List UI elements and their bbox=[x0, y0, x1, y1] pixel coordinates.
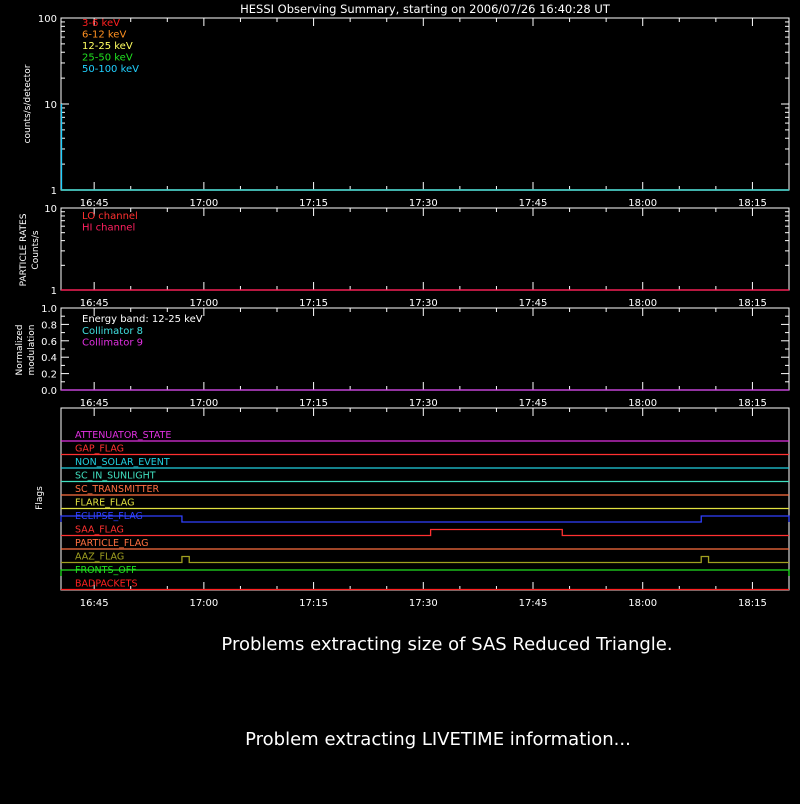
panel-4-ylabel: Flags bbox=[35, 486, 45, 510]
flag-label: PARTICLE_FLAG bbox=[75, 538, 149, 549]
legend-entry-3: 12-25 keV bbox=[82, 41, 133, 52]
x-tick-label: 17:00 bbox=[189, 598, 219, 609]
y-tick-label: 10 bbox=[44, 204, 57, 215]
flag-label: BADPACKETS bbox=[75, 578, 138, 590]
flag-label: AAZ_FLAG bbox=[75, 551, 125, 563]
panel-2-ylabel-units: Counts/s bbox=[31, 230, 41, 270]
y-tick-label: 0.6 bbox=[41, 336, 57, 348]
x-tick-label: 18:00 bbox=[628, 598, 658, 609]
x-tick-label: 16:45 bbox=[79, 298, 109, 309]
panel-2-frame bbox=[61, 208, 789, 290]
livetime-error-message: Problem extracting LIVETIME information... bbox=[245, 729, 631, 750]
flag-line bbox=[61, 570, 789, 576]
x-tick-label: 18:15 bbox=[738, 298, 767, 309]
x-tick-label: 17:45 bbox=[518, 298, 548, 309]
x-tick-label: 16:45 bbox=[79, 598, 109, 609]
x-tick-label: 17:30 bbox=[408, 198, 438, 209]
legend-entry-5: 50-100 keV bbox=[82, 64, 140, 75]
x-tick-label: 17:30 bbox=[408, 298, 438, 309]
y-tick-label: 0.4 bbox=[41, 353, 57, 365]
x-tick-label: 18:15 bbox=[738, 398, 767, 409]
flag-label: SAA_FLAG bbox=[75, 524, 124, 536]
flag-label: GAP_FLAG bbox=[75, 443, 125, 455]
x-tick-label: 16:45 bbox=[79, 398, 109, 409]
flag-label: SC_TRANSMITTER bbox=[75, 484, 160, 495]
modulation-legend-entry-2: Collimator 9 bbox=[82, 337, 143, 349]
panel-1-ylabel: counts/s/detector bbox=[23, 64, 33, 144]
x-tick-label: 18:00 bbox=[628, 198, 658, 209]
x-tick-label: 17:00 bbox=[189, 298, 219, 309]
y-tick-label: 100 bbox=[37, 14, 57, 25]
y-tick-label: 10 bbox=[44, 100, 57, 111]
legend-entry-4: 25-50 keV bbox=[82, 52, 133, 64]
flag-line bbox=[61, 530, 789, 536]
x-tick-label: 17:00 bbox=[189, 398, 219, 409]
y-tick-label: 0.8 bbox=[41, 320, 57, 332]
flag-label: ATTENUATOR_STATE bbox=[75, 430, 172, 441]
figure-title: HESSI Observing Summary, starting on 2006/07/26 16:40:28 UT bbox=[240, 2, 610, 16]
flag-label: FRONTS_OFF bbox=[75, 565, 137, 576]
x-tick-label: 17:15 bbox=[299, 398, 328, 409]
sas-error-message: Problems extracting size of SAS Reduced Triangle. bbox=[221, 634, 673, 655]
x-tick-label: 17:30 bbox=[408, 598, 438, 609]
x-tick-label: 18:00 bbox=[628, 398, 658, 409]
x-tick-label: 17:15 bbox=[299, 598, 328, 609]
x-tick-label: 17:30 bbox=[408, 398, 438, 409]
flag-line bbox=[61, 516, 789, 522]
legend-entry-1: 3-6 keV bbox=[82, 18, 120, 29]
flag-label: ECLIPSE_FLAG bbox=[75, 511, 143, 522]
flag-line bbox=[61, 557, 789, 563]
x-tick-label: 17:45 bbox=[518, 598, 548, 609]
x-tick-label: 18:00 bbox=[628, 298, 658, 309]
panel-1-frame bbox=[61, 18, 789, 190]
modulation-legend-entry-1: Collimator 8 bbox=[82, 326, 143, 337]
panel-3-ylabel: Normalized bbox=[15, 324, 25, 376]
flag-label: SC_IN_SUNLIGHT bbox=[75, 470, 156, 482]
panel-2-ylabel: PARTICLE RATES bbox=[19, 213, 29, 287]
x-tick-label: 17:00 bbox=[189, 198, 219, 209]
y-tick-label: 0.0 bbox=[41, 386, 57, 397]
y-tick-label: 1 bbox=[50, 286, 57, 297]
legend-entry-2: 6-12 keV bbox=[82, 29, 127, 41]
x-tick-label: 17:15 bbox=[299, 298, 328, 309]
flag-label: FLARE_FLAG bbox=[75, 497, 135, 509]
particle-legend-entry-1: LO channel bbox=[82, 211, 138, 222]
panel-3-ylabel-2: modulation bbox=[27, 324, 37, 376]
y-tick-label: 1.0 bbox=[41, 304, 57, 315]
energy-band-annotation: Energy band: 12-25 keV bbox=[82, 314, 203, 325]
y-tick-label: 0.2 bbox=[41, 369, 57, 381]
particle-legend-entry-2: HI channel bbox=[82, 222, 136, 234]
x-tick-label: 17:15 bbox=[299, 198, 328, 209]
x-tick-label: 18:15 bbox=[738, 598, 767, 609]
x-tick-label: 18:15 bbox=[738, 198, 767, 209]
y-tick-label: 1 bbox=[50, 186, 57, 197]
x-tick-label: 17:45 bbox=[518, 198, 548, 209]
flag-label: NON_SOLAR_EVENT bbox=[75, 457, 170, 468]
x-tick-label: 16:45 bbox=[79, 198, 109, 209]
x-tick-label: 17:45 bbox=[518, 398, 548, 409]
